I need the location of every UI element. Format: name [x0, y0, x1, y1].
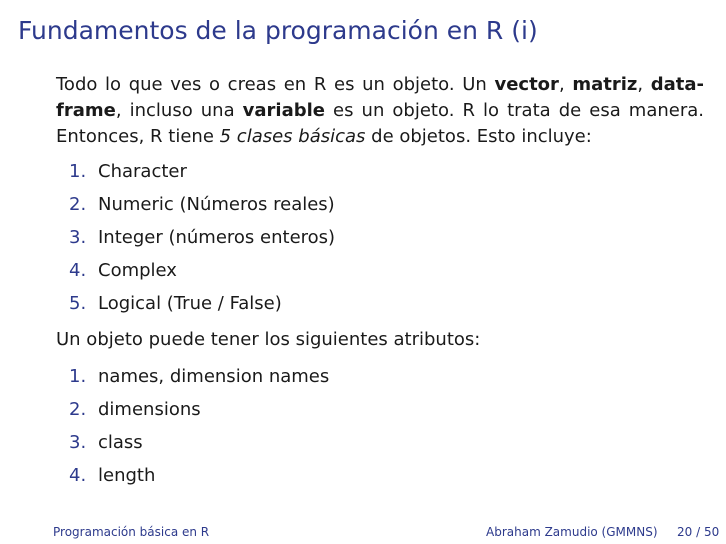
list-item — [69, 287, 704, 320]
intro-bold-matriz: matriz — [572, 74, 638, 95]
intro-text-6: de objetos. Esto incluye: — [365, 126, 592, 147]
list-item-number: 3. — [69, 432, 87, 453]
list-item-label: names, dimension names — [98, 366, 330, 387]
list-item-label: Numeric (Números reales) — [98, 194, 335, 215]
list-item-number: 3. — [69, 227, 87, 248]
footer-page-number: 20 / 50 — [677, 525, 720, 539]
list-item-number: 1. — [69, 366, 87, 387]
list-item — [69, 393, 704, 426]
list-item-number: 4. — [69, 260, 87, 281]
list-item-number: 2. — [69, 194, 87, 215]
intro-text-3: , — [637, 74, 651, 95]
intro-text-4: , incluso una — [115, 100, 243, 121]
classes-list — [69, 155, 704, 320]
list-item — [69, 221, 704, 254]
list-item-number: 2. — [69, 399, 87, 420]
footer-title: Programación básica en R — [53, 525, 210, 539]
list-item — [69, 188, 704, 221]
list-item-label: dimensions — [98, 399, 201, 420]
list-item-label: Integer (números enteros) — [98, 227, 336, 248]
list-item-number: 1. — [69, 161, 87, 182]
slide-content — [56, 72, 704, 497]
intro-bold-dataframe: data-frame — [56, 74, 704, 121]
intro-italic-clases: 5 clases básicas — [219, 126, 366, 147]
intro-text-2: , — [558, 74, 573, 95]
list-item-label: Logical (True / False) — [98, 293, 282, 314]
intro-bold-vector: vector — [494, 74, 559, 95]
footer-author: Abraham Zamudio (GMMNS) — [486, 525, 658, 539]
list-item-label: Character — [98, 161, 187, 182]
intro-bold-variable: variable — [242, 100, 325, 121]
slide-title: Fundamentos de la programación en R (i) — [18, 16, 538, 45]
attributes-intro: Un objeto puede tener los siguientes atributos: — [56, 329, 481, 350]
intro-paragraph — [56, 72, 704, 150]
list-item-label: class — [98, 432, 143, 453]
list-item — [69, 459, 704, 492]
list-item-label: Complex — [98, 260, 177, 281]
list-item — [69, 360, 704, 393]
list-item — [69, 254, 704, 287]
list-item — [69, 155, 704, 188]
intro-text-1: Todo lo que ves o creas en R es un objeto. Un — [56, 74, 495, 95]
list-item-number: 5. — [69, 293, 87, 314]
list-item-number: 4. — [69, 465, 87, 486]
list-item-label: length — [98, 465, 156, 486]
attributes-list — [69, 360, 704, 492]
list-item — [69, 426, 704, 459]
intro-text-5: es un objeto. R lo trata de esa manera. Entonces, R tiene — [56, 100, 704, 147]
